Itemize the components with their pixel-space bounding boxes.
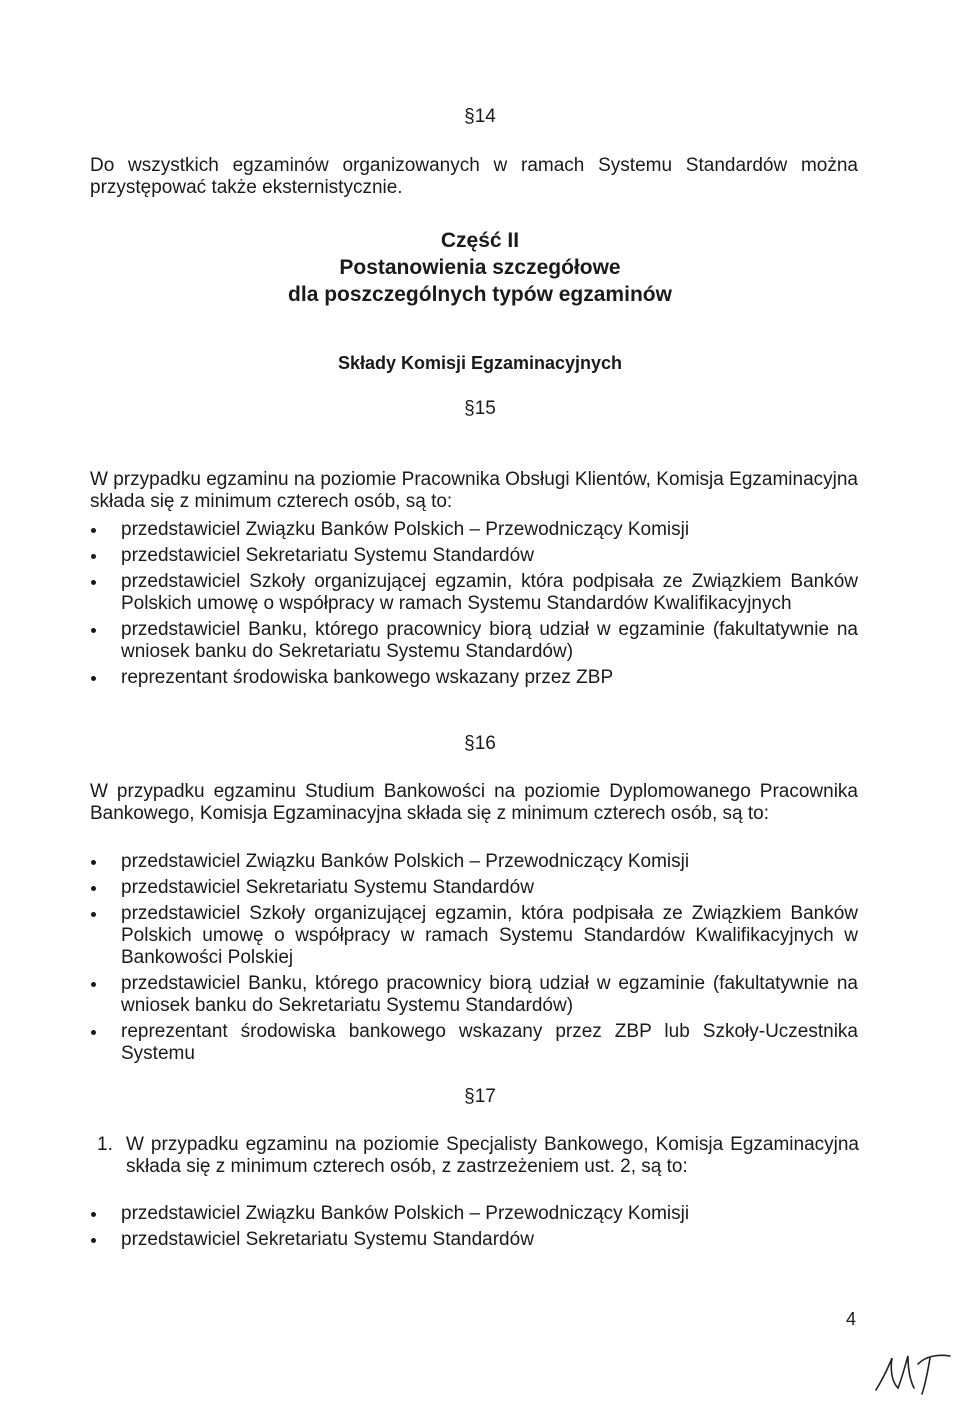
list-item-text: przedstawiciel Banku, którego pracownicy biorą udział w egzaminie (fakultatywnie na wniosek banku do Sekretariatu Systemu Standardów) bbox=[121, 619, 858, 662]
section-17-point-1 bbox=[97, 1134, 859, 1178]
part-title-line-1: Część II bbox=[440, 229, 520, 252]
list-item bbox=[90, 667, 858, 689]
bullet-icon bbox=[91, 528, 96, 533]
list-item bbox=[90, 851, 858, 873]
list-item-text: przedstawiciel Banku, którego pracownicy biorą udział w egzaminie (fakultatywnie na wniosek banku do Sekretariatu Systemu Standardów) bbox=[121, 973, 858, 1016]
list-item bbox=[90, 619, 858, 663]
bullet-icon bbox=[91, 886, 96, 891]
list-item bbox=[90, 1203, 858, 1225]
section-17-list bbox=[90, 1203, 858, 1255]
bullet-icon bbox=[91, 1238, 96, 1243]
bullet-icon bbox=[91, 554, 96, 559]
section-15-mark: §15 bbox=[464, 398, 496, 419]
list-item-text: przedstawiciel Szkoły organizującej egzamin, która podpisała ze Związkiem Banków Polskich umowę o współpracy w ramach Systemu Standardów Kwalifikacyjnych bbox=[121, 571, 858, 614]
bullet-icon bbox=[91, 912, 96, 917]
bullet-icon bbox=[91, 1030, 96, 1035]
bullet-icon bbox=[91, 860, 96, 865]
list-item-text: przedstawiciel Związku Banków Polskich – Przewodniczący Komisji bbox=[121, 519, 690, 540]
section-16-list bbox=[90, 851, 858, 1069]
list-item bbox=[90, 877, 858, 899]
point-number: 1. bbox=[97, 1134, 113, 1155]
bullet-icon bbox=[91, 580, 96, 585]
list-item bbox=[90, 519, 858, 541]
list-item bbox=[90, 571, 858, 615]
bullet-icon bbox=[91, 628, 96, 633]
list-item bbox=[90, 1021, 858, 1065]
bullet-icon bbox=[91, 1212, 96, 1217]
section-14-mark: §14 bbox=[464, 106, 496, 127]
part-title bbox=[0, 227, 960, 308]
section-15-intro: W przypadku egzaminu na poziomie Pracownika Obsługi Klientów, Komisja Egzaminacyjna składa się z minimum czterech osób, są to: bbox=[90, 469, 858, 512]
subheading: Składy Komisji Egzaminacyjnych bbox=[337, 353, 623, 373]
part-title-line-3: dla poszczególnych typów egzaminów bbox=[288, 283, 672, 306]
list-item-text: przedstawiciel Sekretariatu Systemu Standardów bbox=[121, 545, 534, 566]
section-15-list bbox=[90, 519, 858, 693]
bullet-icon bbox=[91, 676, 96, 681]
list-item-text: reprezentant środowiska bankowego wskazany przez ZBP bbox=[121, 667, 614, 688]
list-item-text: przedstawiciel Sekretariatu Systemu Standardów bbox=[121, 877, 534, 898]
page-number: 4 bbox=[846, 1309, 857, 1329]
list-item bbox=[90, 545, 858, 567]
bullet-icon bbox=[91, 982, 96, 987]
list-item-text: reprezentant środowiska bankowego wskazany przez ZBP lub Szkoły-Uczestnika Systemu bbox=[121, 1021, 858, 1064]
list-item bbox=[90, 973, 858, 1017]
list-item bbox=[90, 1229, 858, 1251]
list-item-text: przedstawiciel Sekretariatu Systemu Standardów bbox=[121, 1229, 534, 1250]
list-item-text: przedstawiciel Szkoły organizującej egzamin, która podpisała ze Związkiem Banków Polskich umowę o współpracy w ramach Systemu Standardów Kwalifikacyjnych w Bankowości Polskiej bbox=[121, 903, 858, 968]
section-14-text: Do wszystkich egzaminów organizowanych w ramach Systemu Standardów można przystępować także eksternistycznie. bbox=[90, 155, 858, 198]
list-item-text: przedstawiciel Związku Banków Polskich – Przewodniczący Komisji bbox=[121, 851, 690, 872]
signature-initials-icon bbox=[872, 1350, 954, 1396]
list-item-text: przedstawiciel Związku Banków Polskich – Przewodniczący Komisji bbox=[121, 1203, 690, 1224]
section-16-intro: W przypadku egzaminu Studium Bankowości na poziomie Dyplomowanego Pracownika Bankowego, Komisja Egzaminacyjna składa się z minimum czterech osób, są to: bbox=[90, 781, 858, 824]
part-title-line-2: Postanowienia szczegółowe bbox=[339, 256, 621, 279]
section-17-intro: W przypadku egzaminu na poziomie Specjalisty Bankowego, Komisja Egzaminacyjna składa się z minimum czterech osób, z zastrzeżeniem ust. 2, są to: bbox=[126, 1134, 859, 1177]
section-17-mark: §17 bbox=[464, 1086, 496, 1107]
section-16-mark: §16 bbox=[464, 733, 496, 754]
list-item bbox=[90, 903, 858, 969]
